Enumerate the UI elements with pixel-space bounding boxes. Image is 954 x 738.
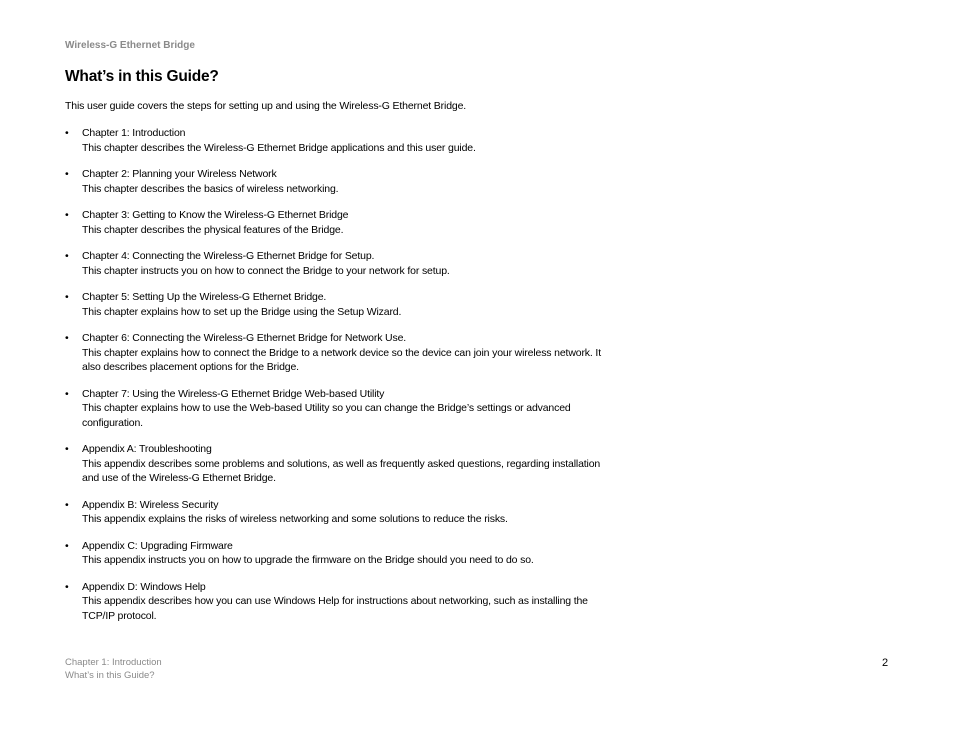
list-item-chapter-7 xyxy=(65,387,605,431)
page-title: What’s in this Guide? xyxy=(65,68,219,85)
chapter-description: This chapter describes the physical features of the Bridge. xyxy=(82,223,344,236)
chapter-description: This chapter explains how to set up the Bridge using the Setup Wizard. xyxy=(82,305,402,318)
footer-chapter: Chapter 1: Introduction xyxy=(65,657,162,668)
chapter-description: This chapter explains how to use the Web-based Utility so you can change the Bridge’s settings or advanced configuration. xyxy=(82,402,571,429)
bullet-icon: • xyxy=(65,291,69,303)
bullet-icon: • xyxy=(65,250,69,262)
chapter-description: This appendix describes how you can use Windows Help for instructions about networking, such as installing the TCP/IP protocol. xyxy=(82,595,588,622)
chapter-description: This chapter explains how to connect the Bridge to a network device so the device can join your wireless network. It also describes placement options for the Bridge. xyxy=(82,346,601,373)
chapter-title: Chapter 2: Planning your Wireless Network xyxy=(82,168,277,180)
chapter-description: This chapter describes the basics of wireless networking. xyxy=(82,182,339,195)
chapter-title: Appendix A: Troubleshooting xyxy=(82,443,212,455)
bullet-icon: • xyxy=(65,443,69,455)
bullet-icon: • xyxy=(65,168,69,180)
chapter-title: Chapter 1: Introduction xyxy=(82,127,186,139)
chapter-title: Chapter 5: Setting Up the Wireless-G Ethernet Bridge. xyxy=(82,291,327,303)
bullet-icon: • xyxy=(65,387,69,400)
chapter-title: Chapter 3: Getting to Know the Wireless-G Ethernet Bridge xyxy=(82,209,349,221)
list-item-chapter-1 xyxy=(65,126,605,155)
running-header: Wireless-G Ethernet Bridge xyxy=(65,40,195,51)
intro-paragraph: This user guide covers the steps for setting up and using the Wireless-G Ethernet Bridge. xyxy=(65,100,467,112)
chapter-list xyxy=(65,126,605,635)
chapter-title: Chapter 7: Using the Wireless-G Ethernet Bridge Web-based Utility xyxy=(82,387,385,400)
chapter-description: This appendix instructs you on how to upgrade the firmware on the Bridge should you need to do so. xyxy=(82,554,534,566)
footer-breadcrumb xyxy=(65,657,162,682)
bullet-icon: • xyxy=(65,498,69,511)
list-item-chapter-4 xyxy=(65,249,605,278)
chapter-title: Appendix B: Wireless Security xyxy=(82,498,219,511)
bullet-icon: • xyxy=(65,539,69,552)
list-item-appendix-a xyxy=(65,442,605,486)
bullet-icon: • xyxy=(65,209,69,221)
list-item-chapter-6 xyxy=(65,331,605,375)
bullet-icon: • xyxy=(65,580,69,593)
list-item-chapter-3 xyxy=(65,208,605,237)
list-item-appendix-c xyxy=(65,539,605,568)
chapter-description: This appendix describes some problems and solutions, as well as frequently asked questions, regarding installation and use of the Wireless-G Ethernet Bridge. xyxy=(82,457,601,484)
chapter-title: Appendix C: Upgrading Firmware xyxy=(82,539,233,552)
chapter-title: Chapter 6: Connecting the Wireless-G Ethernet Bridge for Network Use. xyxy=(82,332,407,344)
page-number: 2 xyxy=(882,657,889,669)
list-item-chapter-2 xyxy=(65,167,605,196)
bullet-icon: • xyxy=(65,127,69,139)
list-item-chapter-5 xyxy=(65,290,605,319)
chapter-description: This chapter instructs you on how to connect the Bridge to your network for setup. xyxy=(82,264,450,277)
footer-section: What’s in this Guide? xyxy=(65,669,155,681)
chapter-description: This chapter describes the Wireless-G Ethernet Bridge applications and this user guide. xyxy=(82,141,476,154)
chapter-title: Appendix D: Windows Help xyxy=(82,580,206,593)
bullet-icon: • xyxy=(65,332,69,344)
chapter-description: This appendix explains the risks of wireless networking and some solutions to reduce the risks. xyxy=(82,513,508,525)
chapter-title: Chapter 4: Connecting the Wireless-G Ethernet Bridge for Setup. xyxy=(82,250,375,262)
list-item-appendix-d xyxy=(65,580,605,624)
list-item-appendix-b xyxy=(65,498,605,527)
